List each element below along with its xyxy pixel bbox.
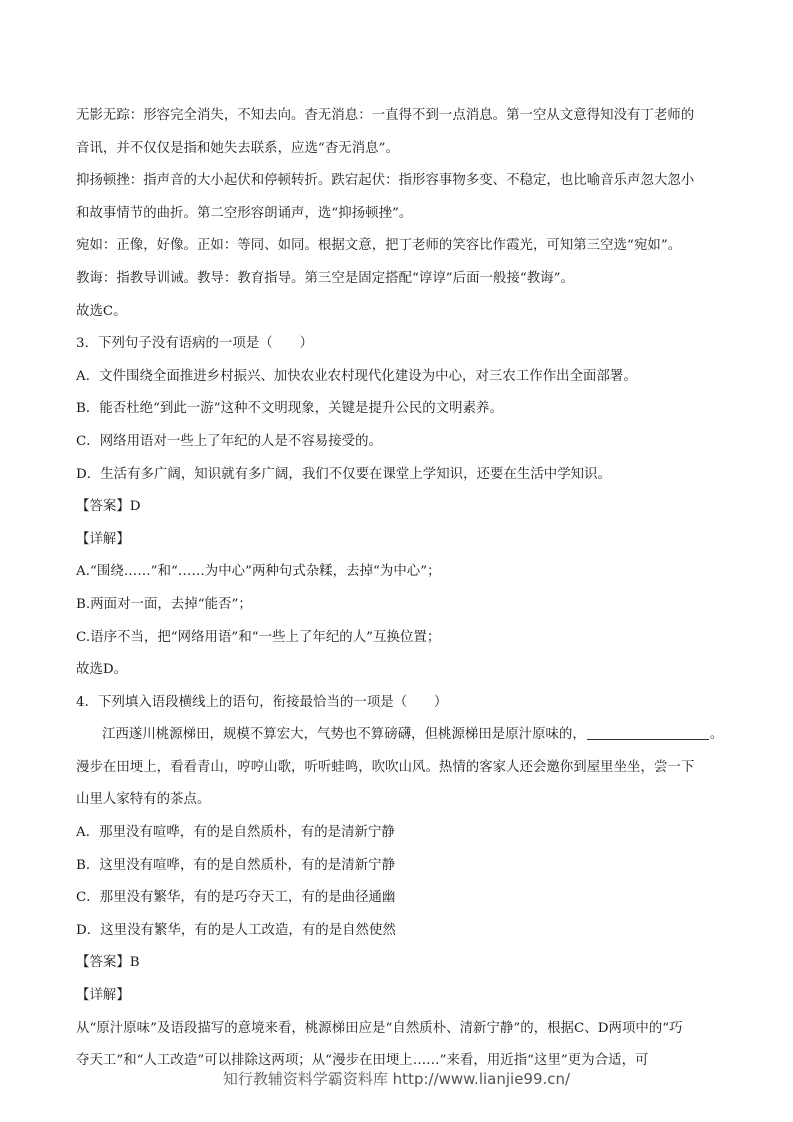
text-line: 夺天工”和“人工改造”可以排除这两项；从“漫步在田埂上……”来看，用近指“这里”更为合适，可 [76, 1053, 649, 1069]
text-line: 从“原汁原味”及语段描写的意境来看，桃源梯田应是“自然质朴、清新宁静”的，根据C、D两项中的“巧 [76, 1020, 683, 1036]
question-3-stem: 3．下列句子没有语病的一项是（ ） [76, 336, 314, 352]
text-line: 和故事情节的曲折。第二空形容朗诵声，选“抑扬顿挫”。 [76, 205, 413, 221]
page-footer: 知行教辅资料学霸资料库 http://www.lianjie99.cn/ [222, 1070, 571, 1088]
document-body [76, 100, 724, 1078]
passage-text: 。 [709, 727, 724, 743]
question-4-option-d: D．这里没有繁华，有的是人工改造，有的是自然使然 [76, 922, 396, 938]
text-line: A.“围绕……”和“……为中心”两种句式杂糅，去掉“为中心”； [76, 564, 441, 580]
question-4-option-b: B．这里没有喧哗，有的是自然质朴，有的是清新宁静 [76, 857, 396, 873]
text-line: B.两面对一面，去掉“能否”； [76, 596, 252, 612]
fill-blank [587, 725, 709, 740]
question-3-option-b: B．能否杜绝“到此一游”这种不文明现象，关键是提升公民的文明素养。 [76, 401, 503, 417]
question-3-option-d: D．生活有多广阔，知识就有多广阔，我们不仅要在课堂上学知识，还要在生活中学知识。 [76, 466, 611, 482]
text-line: 故选D。 [76, 662, 128, 678]
question-3-option-c: C．网络用语对一些上了年纪的人是不容易接受的。 [76, 433, 382, 449]
text-line: 教诲：指教导训诫。教导：教育指导。第三空是固定搭配“谆谆”后面一般接“教诲”。 [76, 270, 575, 286]
answer-label: 【答案】D [76, 499, 141, 515]
text-line: 抑扬顿挫：指声音的大小起伏和停顿转折。跌宕起伏：指形容事物多变、不稳定，也比喻音乐声忽大忽小 [76, 173, 695, 189]
question-3-option-a: A．文件围绕全面推进乡村振兴、加快农业农村现代化建设为中心，对三农工作作出全面部署。 [76, 368, 637, 384]
text-line: 宛如：正像，好像。正如：等同、如同。根据文意，把丁老师的笑容比作霞光，可知第三空选“宛如”。 [76, 238, 682, 254]
passage-text: 江西遂川桃源梯田，规模不算宏大，气势也不算磅礴，但桃源梯田是原汁原味的， [102, 727, 586, 743]
text-line: C.语序不当，把“网络用语”和“一些上了年纪的人”互换位置； [76, 629, 441, 645]
question-4-option-c: C．那里没有繁华，有的是巧夺天工，有的是曲径通幽 [76, 890, 396, 906]
text-line: 无影无踪：形容完全消失，不知去向。杳无消息：一直得不到一点消息。第一空从文意得知没有丁老师的 [76, 108, 695, 123]
passage-line [76, 719, 724, 752]
passage-line: 山里人家特有的茶点。 [76, 792, 211, 808]
question-4-option-a: A．那里没有喧哗，有的是自然质朴，有的是清新宁静 [76, 825, 395, 841]
explanation-label: 【详解】 [76, 531, 130, 547]
explanation-label: 【详解】 [76, 988, 130, 1004]
answer-label: 【答案】B [76, 955, 140, 971]
passage-line: 漫步在田埂上，看看青山，哼哼山歌，听听蛙鸣，吹吹山风。热情的客家人还会邀你到屋里坐坐，尝一下 [76, 759, 695, 775]
text-line: 音讯，并不仅仅是指和她失去联系，应选“杳无消息”。 [76, 140, 399, 156]
question-4-stem: 4．下列填入语段横线上的语句，衔接最恰当的一项是（ ） [76, 694, 448, 710]
text-line: 故选C。 [76, 303, 127, 319]
